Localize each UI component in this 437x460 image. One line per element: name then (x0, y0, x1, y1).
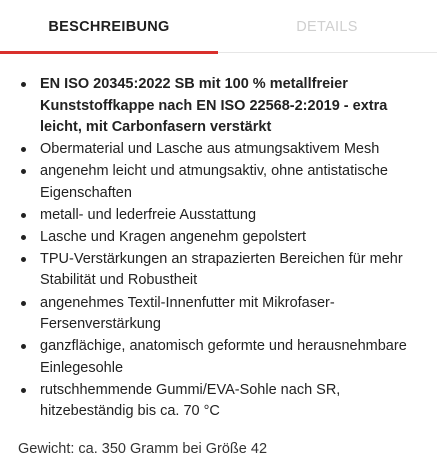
feature-text: ganzflächige, anatomisch geformte und herausnehmbare Einlegesohle (40, 338, 407, 376)
bullet-icon (21, 235, 26, 240)
tab-details[interactable] (218, 0, 436, 54)
list-item (18, 227, 418, 249)
list-item (18, 205, 418, 227)
feature-text: angenehm leicht und atmungsaktiv, ohne antistatische Eigenschaften (40, 163, 388, 201)
bullet-icon (21, 169, 26, 174)
list-item (18, 161, 418, 204)
feature-text: EN ISO 20345:2022 SB mit 100 % metallfreier Kunststoffkappe nach EN ISO 22568-2:2019 - extra leicht, mit Carbonfasern verstärkt (40, 76, 388, 135)
tab-details-label: DETAILS (296, 19, 358, 35)
list-item (18, 380, 418, 423)
tab-bar (0, 0, 437, 54)
weight-info: Gewicht: ca. 350 Gramm bei Größe 42 (18, 440, 268, 457)
feature-text: rutschhemmende Gummi/EVA-Sohle nach SR, hitzebeständig bis ca. 70 °C (40, 381, 341, 420)
list-item (18, 336, 418, 379)
list-item (18, 74, 418, 139)
bullet-icon (21, 213, 26, 218)
bullet-icon (21, 301, 26, 306)
bullet-icon (21, 82, 26, 87)
feature-text: TPU-Verstärkungen an strapazierten Bereichen für mehr Stabilität und Robustheit (40, 250, 403, 289)
feature-text: Lasche und Kragen angenehm gepolstert (40, 228, 307, 245)
active-tab-indicator (0, 51, 218, 54)
bullet-icon (21, 147, 26, 152)
feature-text: metall- und lederfreie Ausstattung (40, 206, 257, 223)
feature-list (18, 74, 418, 423)
description-panel (18, 74, 418, 460)
feature-text: Obermaterial und Lasche aus atmungsaktivem Mesh (40, 141, 380, 158)
bullet-icon (21, 388, 26, 393)
feature-text: angenehmes Textil-Innenfutter mit Mikrofaser-Fersenverstärkung (40, 294, 335, 333)
tab-beschreibung-label: BESCHREIBUNG (48, 19, 170, 35)
bullet-icon (21, 257, 26, 262)
list-item (18, 139, 418, 161)
tab-divider (218, 52, 437, 53)
tab-beschreibung[interactable] (0, 0, 218, 54)
list-item (18, 249, 418, 292)
list-item (18, 293, 418, 336)
bullet-icon (21, 344, 26, 349)
